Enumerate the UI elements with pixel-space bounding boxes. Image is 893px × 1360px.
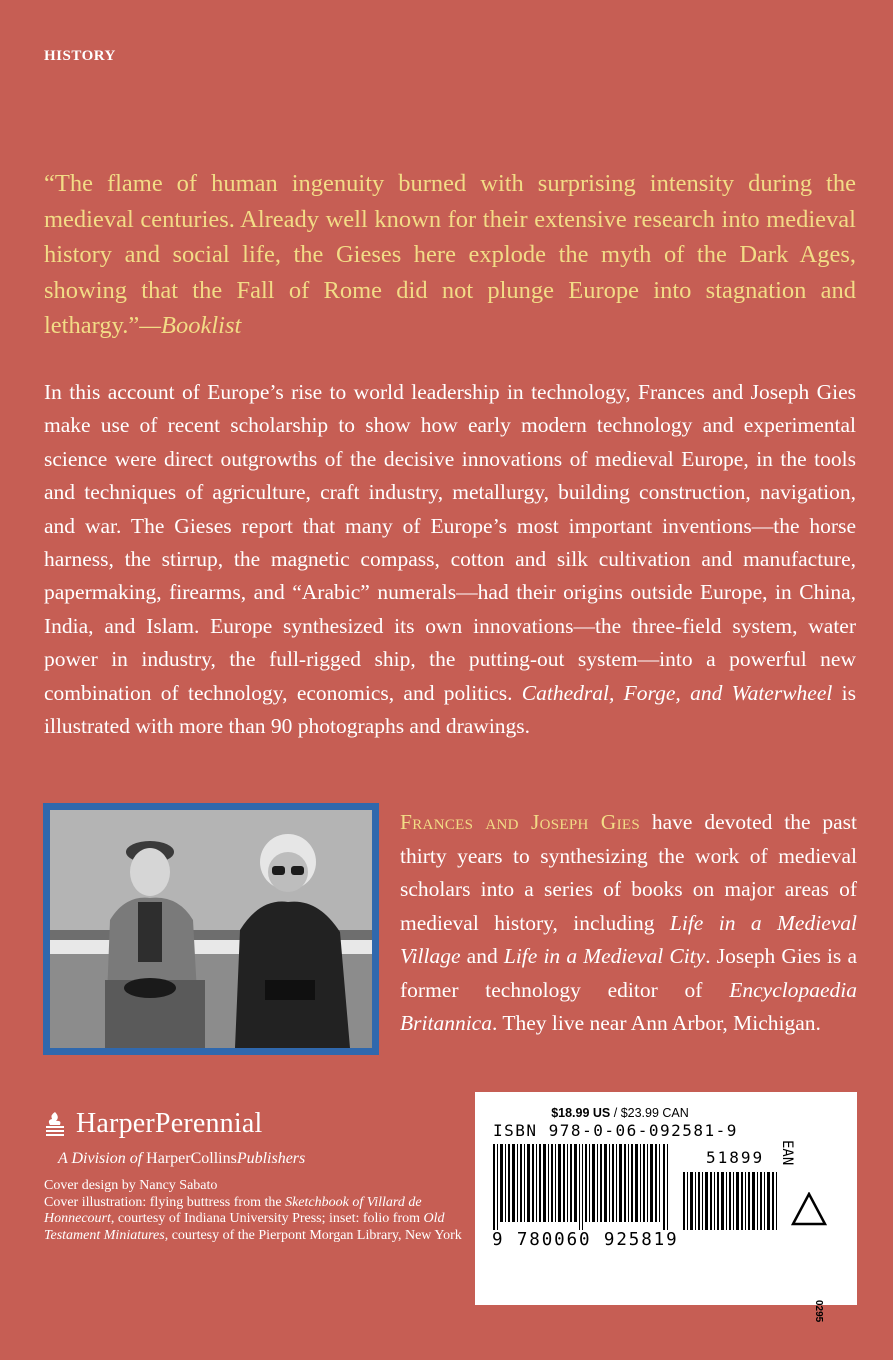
description-end: is illustrated with more than 90 photographs and drawings. bbox=[44, 680, 857, 739]
illustration-end: , courtesy of the Pierpont Morgan Library, New York bbox=[164, 1227, 462, 1243]
publisher-name: HarperPerennial bbox=[76, 1108, 263, 1139]
bio-encyclopedia: Encyclopaedia Britannica bbox=[400, 977, 857, 1035]
division-prefix: A Division of bbox=[58, 1150, 147, 1167]
main-barcode-bars bbox=[493, 1144, 668, 1230]
bio-text-1: have devoted the past thirty years to synthesizing the work of medieval scholars into a series of books on major areas of medieval history, including bbox=[400, 810, 857, 935]
product-code: 0295 bbox=[813, 1300, 824, 1323]
book-description bbox=[44, 376, 856, 743]
author-photo bbox=[43, 803, 379, 1055]
illustration-mid: , courtesy of Indiana University Press; inset: folio from bbox=[110, 1211, 424, 1227]
illustration-sketchbook: Sketchbook of Villard de Honnecourt bbox=[44, 1194, 422, 1227]
addon-digits: 51899 bbox=[706, 1148, 765, 1167]
publisher-division bbox=[58, 1150, 464, 1168]
fire-and-water-logo-icon bbox=[44, 1111, 66, 1137]
quote-text: “The flame of human ingenuity burned with surprising intensity during the medieval centuries. Already well known for their extensive research into medieval history and social life, the Gieses here explode the myth of the Dark Ages, showing that the Fall of Rome did not plunge Europe into stagnation and lethargy.” bbox=[44, 170, 856, 339]
quote-attribution: —Booklist bbox=[139, 312, 242, 339]
bio-and: and bbox=[460, 944, 504, 968]
author-names: Frances and Joseph Gies bbox=[400, 810, 641, 834]
description-title: Cathedral, Forge, and Waterwheel bbox=[521, 680, 833, 705]
author-bio bbox=[400, 806, 857, 1041]
cover-design-credit: Cover design by Nancy Sabato bbox=[44, 1178, 218, 1193]
illustration-miniatures: Old Testament Miniatures bbox=[44, 1211, 445, 1243]
cover-credits bbox=[44, 1178, 464, 1244]
bio-text-2: . Joseph Gies is a former technology editor of bbox=[400, 944, 857, 1002]
barcode-box bbox=[475, 1092, 857, 1323]
price-us: $18.99 US bbox=[551, 1106, 611, 1120]
addon-barcode-bars bbox=[683, 1172, 777, 1230]
bio-text-3: . They live near Ann Arbor, Michigan. bbox=[491, 1011, 821, 1035]
category-label: HISTORY bbox=[44, 48, 116, 64]
price bbox=[475, 1106, 765, 1120]
isbn-text: ISBN 978-0-06-092581-9 bbox=[493, 1121, 738, 1140]
illustration-prefix: Cover illustration: flying buttress from the bbox=[44, 1194, 286, 1210]
bio-book-1: Life in a Medieval Village bbox=[400, 910, 857, 968]
triangle-icon bbox=[791, 1192, 827, 1226]
author-photo-image bbox=[50, 810, 372, 1048]
cover-illustration-credit bbox=[44, 1195, 464, 1245]
division-suffix: Publishers bbox=[236, 1150, 306, 1167]
ean-label: EAN bbox=[779, 1140, 795, 1166]
bio-book-2: Life in a Medieval City bbox=[503, 944, 706, 968]
publisher-block bbox=[44, 1108, 464, 1244]
description-text: In this account of Europe’s rise to world leadership in technology, Frances and Joseph Gies make use of recent scholarship to show how early modern technology and experimental science were direct outgrowths of the decisive innovations of medieval Europe, in the tools and techniques of agriculture, craft industry, metallurgy, building construction, navigation, and war. The Gieses report that many of Europe’s most important inventions—the horse harness, the stirrup, the magnetic compass, cotton and silk cultivation and manufacture, papermaking, firearms, and “Arabic” numerals—had their origins outside Europe, in China, India, and Islam. Europe synthesized its own innovations—the three-field system, water power in industry, the full-rigged ship, the putting-out system—into a powerful new combination of technology, economics, and politics. bbox=[44, 380, 856, 705]
review-quote bbox=[44, 166, 856, 344]
barcode-digits: 9 780060 925819 bbox=[492, 1230, 679, 1250]
price-can: / $23.99 CAN bbox=[610, 1106, 689, 1120]
barcode-bars bbox=[493, 1144, 793, 1232]
division-name: HarperCollins bbox=[146, 1150, 237, 1167]
